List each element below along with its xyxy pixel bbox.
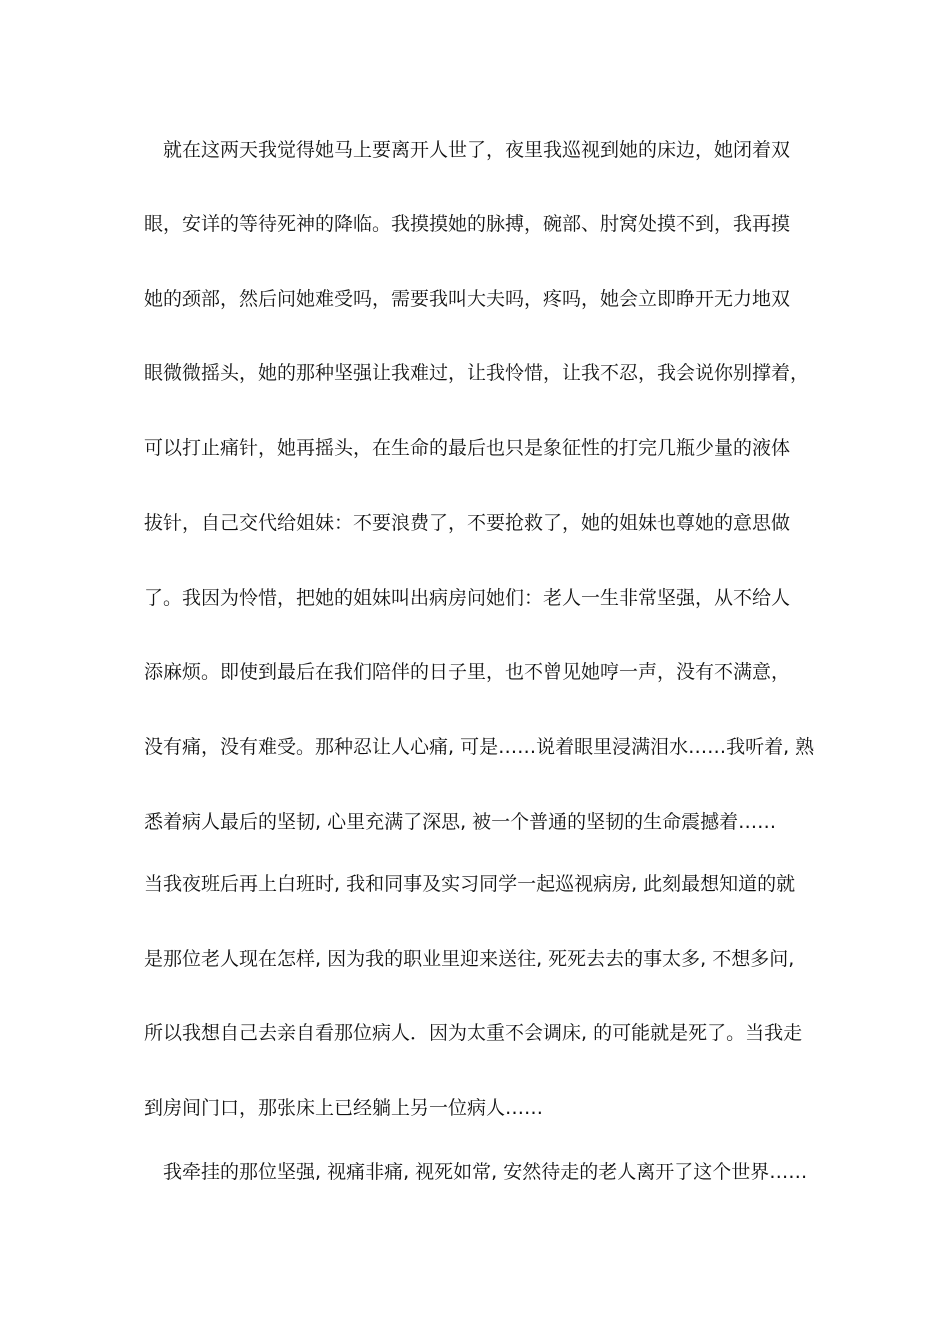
paragraph-3-line-1: 我牵挂的那位坚强, 视痛非痛, 视死如常, 安然待走的老人离开了这个世界…… — [144, 1161, 808, 1183]
paragraph-1-line-4: 眼微微摇头，她的那种坚强让我难过，让我怜惜，让我不忍，我会说你别撑着， — [144, 362, 810, 384]
paragraph-1-line-1: 就在这两天我觉得她马上要离开人世了，夜里我巡视到她的床边，她闭着双 — [144, 139, 791, 161]
paragraph-1-line-5: 可以打止痛针，她再摇头，在生命的最后也只是象征性的打完几瓶少量的液体 — [144, 437, 791, 459]
paragraph-1-line-10: 悉着病人最后的坚韧, 心里充满了深思, 被一个普通的坚韧的生命震撼着…… — [144, 811, 777, 833]
paragraph-1-line-3: 她的颈部，然后问她难受吗，需要我叫大夫吗，疼吗，她会立即睁开无力地双 — [144, 288, 791, 310]
paragraph-2-line-3: 所以我想自己去亲自看那位病人．因为太重不会调床, 的可能就是死了。当我走 — [144, 1022, 803, 1044]
paragraph-2-line-4: 到房间门口，那张床上已经躺上另一位病人…… — [144, 1097, 544, 1119]
paragraph-1-line-9: 没有痛，没有难受。那种忍让人心痛, 可是……说着眼里浸满泪水……我听着, 熟 — [144, 736, 815, 758]
paragraph-1-line-7: 了。我因为怜惜，把她的姐妹叫出病房问她们：老人一生非常坚强，从不给人 — [144, 587, 791, 609]
paragraph-2-line-2: 是那位老人现在怎样, 因为我的职业里迎来送往, 死死去去的事太多, 不想多问, — [144, 948, 795, 970]
paragraph-1-line-2: 眼，安详的等待死神的降临。我摸摸她的脉搏，碗部、肘窝处摸不到，我再摸 — [144, 213, 791, 235]
paragraph-1-line-8: 添麻烦。即使到最后在我们陪伴的日子里，也不曾见她哼一声，没有不满意， — [144, 661, 791, 683]
paragraph-1-line-6: 拔针，自己交代给姐妹：不要浪费了，不要抢救了，她的姐妹也尊她的意思做 — [144, 512, 791, 534]
paragraph-2-line-1: 当我夜班后再上白班时, 我和同事及实习同学一起巡视病房, 此刻最想知道的就 — [144, 873, 796, 895]
